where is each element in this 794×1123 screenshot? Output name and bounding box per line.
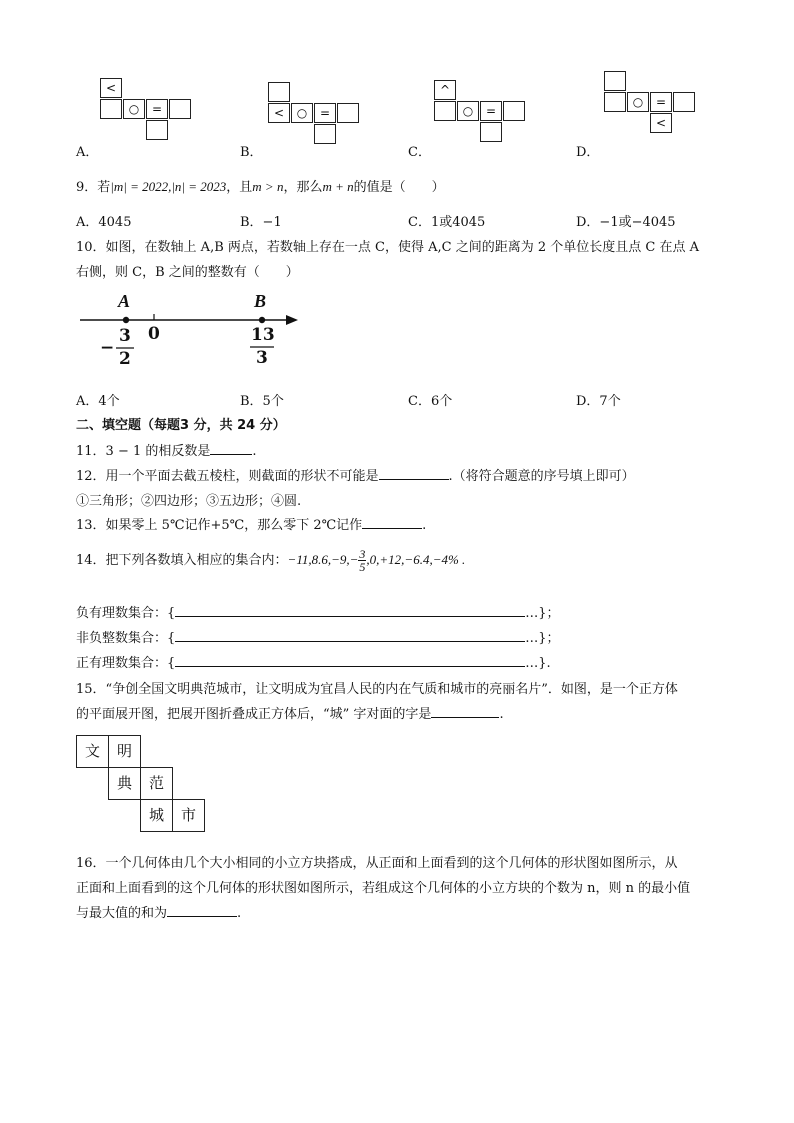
net-cell: = — [480, 101, 502, 121]
q8-option-d-figure[interactable] — [604, 71, 704, 143]
q10-option-b[interactable]: B．5个 — [240, 394, 284, 409]
net-cell: ○ — [627, 92, 649, 112]
q14-stem: 14．把下列各数填入相应的集合内：−11,8.6,−9,− $\frac{3}{5}$ ,0,+12,−6.4,−4% . — [76, 547, 466, 574]
q16-line2: 正面和上面看到的这个几何体的形状图如图所示，若组成这个几何体的小立方块的个数为 n，则 n 的最小值 — [76, 881, 691, 896]
net-cell: = — [314, 103, 336, 123]
point-b-dot — [259, 317, 265, 323]
answer-blank[interactable] — [175, 602, 525, 617]
net-cell — [314, 124, 336, 144]
answer-blank[interactable] — [362, 514, 422, 529]
answer-blank[interactable] — [431, 703, 499, 718]
number-line-figure — [76, 290, 300, 374]
net-cell: < — [100, 78, 122, 98]
q8-option-d[interactable]: D． — [576, 145, 600, 160]
q12-choices: ①三角形；②四边形；③五边形；④圆. — [76, 494, 302, 509]
zero-label: 0 — [148, 324, 160, 344]
net-cell — [480, 122, 502, 142]
q10-option-d[interactable]: D．7个 — [576, 394, 621, 409]
set-positive-rationals: 正有理数集合：{ …}. — [76, 652, 551, 671]
set-negative-rationals: 负有理数集合：{ …}； — [76, 602, 560, 621]
answer-blank[interactable] — [167, 902, 237, 917]
set-nonnegative-integers: 非负整数集合：{ …}； — [76, 627, 560, 646]
q15-line1: 15．“争创全国文明典范城市，让文明成为宜昌人民的内在气质和城市的亮丽名片”．如图，是一个正方体 — [76, 682, 678, 697]
q13: 13．如果零上 5℃记作+5℃，那么零下 2℃记作 . — [76, 514, 426, 533]
net-cell — [337, 103, 359, 123]
net-cell — [604, 71, 626, 91]
section-heading: 二、填空题（每题3 分，共 24 分） — [76, 418, 286, 433]
net-cell — [146, 120, 168, 140]
net-cell: < — [650, 113, 672, 133]
net-cell-wen: 文 — [76, 735, 109, 768]
q9-option-d[interactable]: D．−1或−4045 — [576, 215, 676, 230]
q9-stem: 9．若|m| = 2022,|n| = 2023，且m > n，那么m + n的值是（ ） — [76, 179, 445, 195]
net-cell: = — [650, 92, 672, 112]
q10-stem-line2: 右侧，则 C，B 之间的整数有（ ） — [76, 265, 299, 280]
answer-blank[interactable] — [210, 440, 252, 455]
net-cell — [604, 92, 626, 112]
a-numerator: 3 — [119, 326, 131, 346]
net-cell — [169, 99, 191, 119]
q9-option-b[interactable]: B．−1 — [240, 215, 282, 230]
net-cell-cheng: 城 — [140, 799, 173, 832]
a-sign: − — [100, 338, 115, 358]
q11: 11．3 − 1 的相反数是 . — [76, 440, 257, 459]
q16-line3: 与最大值的和为 . — [76, 902, 241, 921]
net-cell — [434, 101, 456, 121]
q9-option-a[interactable]: A．4045 — [76, 215, 132, 230]
q8-option-b[interactable]: B． — [240, 145, 263, 160]
net-cell-fan: 范 — [140, 767, 173, 800]
q10-option-a[interactable]: A．4个 — [76, 394, 120, 409]
q8-option-a[interactable]: A． — [76, 145, 99, 160]
axis-arrow — [286, 315, 298, 325]
b-numerator: 13 — [251, 325, 275, 345]
b-denominator: 3 — [256, 348, 268, 368]
net-cell — [503, 101, 525, 121]
q8-option-c-figure[interactable] — [434, 80, 534, 152]
net-cell: = — [146, 99, 168, 119]
point-b-label: B — [254, 291, 267, 311]
q12: 12．用一个平面去截五棱柱，则截面的形状不可能是 .（将符合题意的序号填上即可） — [76, 465, 635, 484]
net-cell-dian: 典 — [108, 767, 141, 800]
cube-net-figure — [76, 735, 216, 835]
net-cell: ^ — [434, 80, 456, 100]
answer-blank[interactable] — [175, 652, 525, 667]
q9-option-c[interactable]: C．1或4045 — [408, 215, 486, 230]
net-cell: ○ — [291, 103, 313, 123]
net-cell — [100, 99, 122, 119]
point-a-label: A — [118, 291, 131, 311]
net-cell: ○ — [457, 101, 479, 121]
a-denominator: 2 — [119, 349, 131, 369]
answer-blank[interactable] — [379, 465, 449, 480]
q8-option-b-figure[interactable] — [268, 82, 368, 154]
net-cell-ming: 明 — [108, 735, 141, 768]
net-cell — [673, 92, 695, 112]
net-cell: < — [268, 103, 290, 123]
net-cell — [268, 82, 290, 102]
fraction: $\frac{3}{5}$ — [359, 547, 366, 574]
answer-blank[interactable] — [175, 627, 525, 642]
q15-line2: 的平面展开图，把展开图折叠成正方体后，“城” 字对面的字是 . — [76, 703, 504, 722]
net-cell-shi: 市 — [172, 799, 205, 832]
q8-option-a-figure[interactable] — [100, 78, 200, 150]
net-cell: ○ — [123, 99, 145, 119]
point-a-dot — [123, 317, 129, 323]
q10-option-c[interactable]: C．6个 — [408, 394, 453, 409]
q10-stem-line1: 10．如图，在数轴上 A,B 两点，若数轴上存在一点 C，使得 A,C 之间的距离为 2 个单位长度且点 C 在点 A — [76, 240, 699, 255]
q8-option-c[interactable]: C． — [408, 145, 431, 160]
q16-line1: 16．一个几何体由几个大小相同的小立方块搭成，从正面和上面看到的这个几何体的形状图如图所示，从 — [76, 856, 678, 871]
